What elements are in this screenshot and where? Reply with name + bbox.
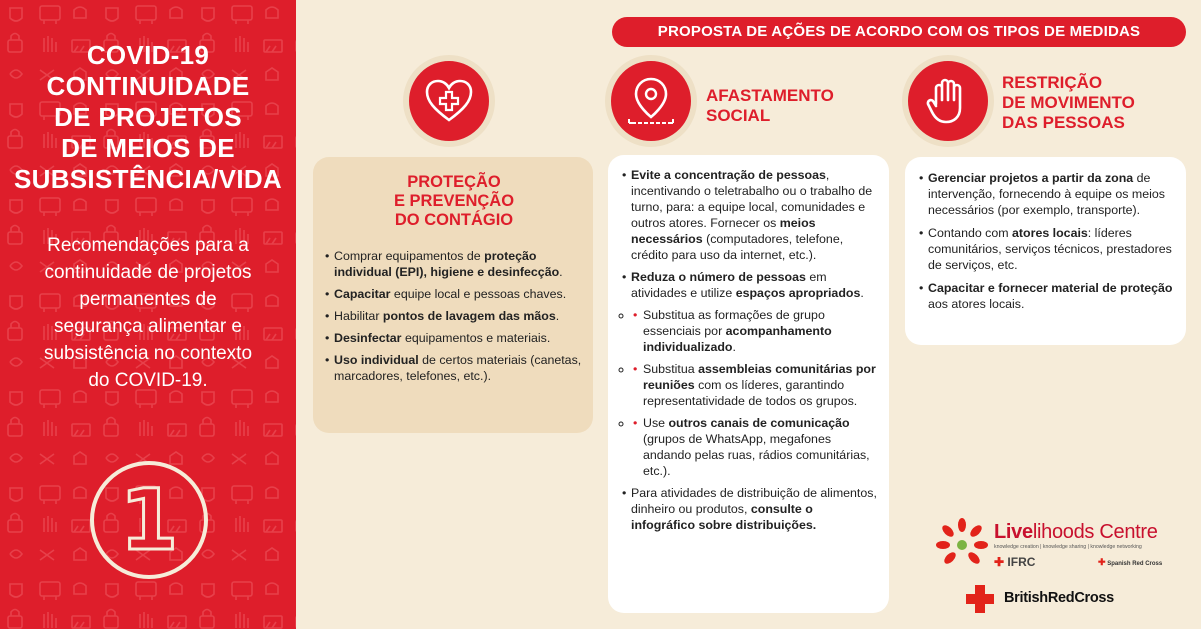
list-item bbox=[325, 308, 583, 324]
item-text: com os líderes, garantindo representatividade de todos os grupos. bbox=[643, 378, 858, 408]
item-text: equipamentos e materiais. bbox=[401, 331, 551, 345]
item-text: equipe local e pessoas chaves. bbox=[390, 287, 567, 301]
card-restricao bbox=[905, 157, 1186, 345]
item-text: de intervenção, fornecendo à equipe os meios necessários (por exemplo, transporte). bbox=[928, 171, 1165, 217]
item-text: . bbox=[555, 309, 560, 323]
heading-line: DO CONTÁGIO bbox=[394, 211, 514, 229]
title-line: AFASTAMENTO bbox=[706, 86, 834, 105]
card-protecao bbox=[313, 157, 593, 433]
main-title bbox=[0, 40, 296, 195]
item-bold: proteção individual (EPI), higiene e desinfecção bbox=[334, 249, 560, 279]
subtitle-line: permanentes de bbox=[79, 289, 217, 310]
subtitle-line: Recomendações para a bbox=[47, 235, 249, 256]
left-panel bbox=[0, 0, 296, 629]
sub-list-item bbox=[633, 415, 879, 479]
subtitle bbox=[12, 232, 284, 394]
title-line: DE PROJETOS bbox=[54, 102, 242, 132]
item-text: : líderes comunitários, serviços técnicos, prestadores de serviços, etc. bbox=[928, 226, 1172, 272]
item-text: (grupos de WhatsApp, megafones andando pelas ruas, rádios comunitárias, etc.). bbox=[643, 432, 870, 478]
item-text: Contando com bbox=[928, 226, 1013, 240]
item-bold: outros canais de comunicação bbox=[668, 416, 850, 430]
section-number: 1 bbox=[119, 471, 179, 569]
item-text: Para atividades de distribuição de alimentos, dinheiro ou produtos, bbox=[631, 486, 877, 516]
restricao-list bbox=[919, 170, 1176, 312]
title-line: DAS PESSOAS bbox=[1002, 113, 1125, 132]
item-bold: pontos de lavagem das mãos bbox=[382, 309, 556, 323]
british-red-cross-text: BritishRedCross bbox=[1004, 590, 1114, 606]
livelihoods-centre-logo-icon bbox=[934, 517, 990, 569]
british-red-cross-icon bbox=[964, 583, 996, 615]
list-item bbox=[325, 352, 583, 384]
item-bold: assembleias comunitárias por reuniões bbox=[643, 362, 876, 392]
afastamento-list bbox=[622, 167, 879, 533]
subtitle-line: subsistência no contexto bbox=[43, 343, 253, 364]
title-afastamento bbox=[706, 86, 834, 126]
item-text: . bbox=[860, 286, 864, 300]
list-item bbox=[919, 280, 1176, 312]
list-item bbox=[622, 269, 879, 479]
item-bold: Desinfectar bbox=[334, 331, 402, 345]
spanish-red-cross-logo: ✚ Spanish Red Cross bbox=[1098, 557, 1163, 567]
item-text: Substitua bbox=[643, 362, 699, 376]
item-bold: meios necessários bbox=[631, 216, 816, 246]
item-text: (computadores, telefone, crédito para uso da internet, etc.). bbox=[631, 232, 844, 262]
item-text: , incentivando o teletrabalho ou o trabalho de turno, para: a equipe local, comunidades e outros atores. Fornecer os bbox=[631, 168, 873, 230]
list-item bbox=[622, 485, 879, 533]
title-line: SOCIAL bbox=[706, 106, 771, 125]
subtitle-line: do COVID-19. bbox=[88, 370, 208, 391]
item-bold: Evite a concentração de pessoas bbox=[631, 168, 826, 182]
item-bold: atores locais bbox=[1012, 226, 1088, 240]
item-bold: espaços apropriados bbox=[735, 286, 861, 300]
list-item bbox=[325, 330, 583, 346]
heading-line: E PREVENÇÃO bbox=[393, 192, 515, 210]
item-text: Comprar equipamentos de bbox=[334, 249, 485, 263]
subtitle-line: continuidade de projetos bbox=[44, 262, 252, 283]
header-pill: PROPOSTA DE AÇÕES DE ACORDO COM OS TIPOS DE MEDIDAS bbox=[612, 17, 1186, 47]
raised-hand-icon bbox=[902, 55, 994, 147]
logo-text: lihoods Centre bbox=[1032, 521, 1158, 543]
item-text: Substitua as formações de grupo essenciais por bbox=[643, 308, 825, 338]
item-text: Habilitar bbox=[334, 309, 383, 323]
sub-list-item bbox=[633, 307, 879, 355]
livelihoods-tagline: knowledge creation | knowledge sharing | knowledge networking bbox=[994, 544, 1142, 550]
item-text: em atividades e utilize bbox=[631, 270, 827, 300]
title-line: DE MOVIMENTO bbox=[1002, 93, 1135, 112]
subtitle-line: segurança alimentar e bbox=[54, 316, 242, 337]
card-afastamento bbox=[608, 155, 889, 613]
item-text: aos atores locais. bbox=[928, 297, 1025, 311]
list-item bbox=[622, 167, 879, 263]
list-item bbox=[325, 286, 583, 302]
list-item bbox=[919, 170, 1176, 218]
sub-list-item bbox=[633, 361, 879, 409]
logo-text: Spanish Red Cross bbox=[1107, 561, 1163, 567]
title-line: SUBSISTÊNCIA/VIDA bbox=[13, 164, 283, 194]
item-text: de certos materiais (canetas, marcadores, telefones, etc.). bbox=[334, 353, 582, 383]
item-bold: Uso individual bbox=[334, 353, 419, 367]
title-line: CONTINUIDADE bbox=[46, 71, 250, 101]
card-heading-protecao bbox=[325, 173, 583, 230]
item-bold: Gerenciar projetos a partir da zona bbox=[928, 171, 1134, 185]
item-bold: acompanhamento individualizado bbox=[643, 324, 832, 354]
item-text: . bbox=[559, 265, 563, 279]
item-text: . bbox=[732, 340, 736, 354]
title-line: DE MEIOS DE bbox=[61, 133, 235, 163]
title-line: COVID-19 bbox=[86, 40, 210, 70]
protecao-list bbox=[325, 248, 583, 384]
item-bold: Capacitar bbox=[334, 287, 391, 301]
list-item bbox=[325, 248, 583, 280]
ifrc-logo: ✚ IFRC bbox=[994, 555, 1036, 569]
item-bold[interactable]: consulte o infográfico sobre distribuições. bbox=[631, 502, 817, 532]
heading-line: PROTEÇÃO bbox=[407, 173, 501, 191]
afastamento-sublist bbox=[633, 307, 879, 479]
location-pin-icon bbox=[605, 55, 697, 147]
logo-text: IFRC bbox=[1007, 555, 1036, 569]
title-restricao bbox=[1002, 73, 1135, 133]
logo-text: Live bbox=[994, 521, 1033, 543]
title-line: RESTRIÇÃO bbox=[1002, 73, 1103, 92]
heart-cross-icon bbox=[403, 55, 495, 147]
livelihoods-centre-text bbox=[994, 521, 1158, 544]
item-bold: Capacitar e fornecer material de proteção bbox=[928, 281, 1173, 295]
list-item bbox=[919, 225, 1176, 273]
item-text: Use bbox=[643, 416, 669, 430]
item-bold: Reduza o número de pessoas bbox=[631, 270, 806, 284]
partner-logos bbox=[930, 515, 1170, 615]
